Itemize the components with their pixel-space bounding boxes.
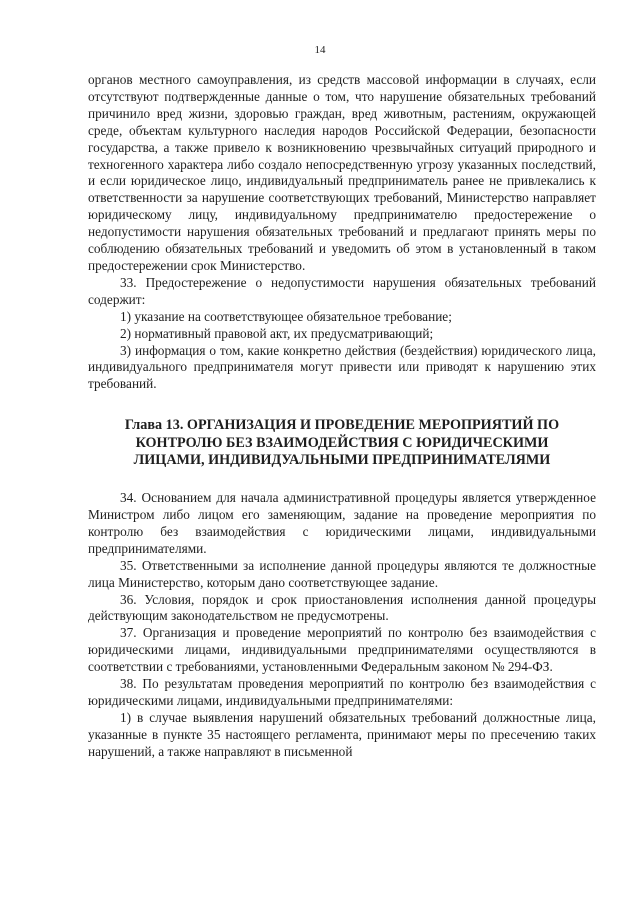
paragraph-35: 35. Ответственными за исполнение данной процедуры являются те должностные лица Министерство, которым дано соответствующее задание. (88, 557, 596, 590)
list-item-33-3: 3) информация о том, какие конкретно действия (бездействия) юридического лица, индивидуального предпринимателя могут привести или приводят к нарушению этих требований. (88, 342, 596, 392)
chapter-heading: Глава 13. ОРГАНИЗАЦИЯ И ПРОВЕДЕНИЕ МЕРОПРИЯТИЙ ПО КОНТРОЛЮ БЕЗ ВЗАИМОДЕЙСТВИЯ С ЮРИДИЧЕСКИМИ ЛИЦАМИ, ИНДИВИДУАЛЬНЫМИ ПРЕДПРИНИМАТЕЛЯМИ (124, 417, 560, 468)
page-content (88, 72, 596, 761)
paragraph-36: 36. Условия, порядок и срок приостановления исполнения данной процедуры действующим законодательством не предусмотрены. (88, 591, 596, 624)
page-number: 14 (314, 44, 326, 56)
paragraph-37: 37. Организация и проведение мероприятий по контролю без взаимодействия с юридическими лицами, индивидуальными предпринимателями осуществляются в соответствии с требованиями, установленными Федеральным законом № 294-ФЗ. (88, 625, 596, 675)
paragraph-continuation: органов местного самоуправления, из средств массовой информации в случаях, если отсутствуют подтвержденные данные о том, что нарушение обязательных требований причинило вред жизни, здоровью граждан, вред животным, растениям, окружающей среде, объектам культурного наследия народов Российской Федерации, безопасности государства, а также привело к возникновению чрезвычайных ситуаций природного и техногенного характера либо создало непосредственную угрозу указанных последствий, и если юридическое лицо, индивидуальный предприниматель ранее не привлекались к ответственности за нарушение соответствующих требований, Министерство направляет юридическому лицу, индивидуальному предпринимателю предостережение о недопустимости нарушения обязательных требований и предлагают принять меры по соблюдению обязательных требований и уведомить об этом в установленный в таком предостережении срок Министерство. (88, 72, 596, 273)
list-item-33-2: 2) нормативный правовой акт, их предусматривающий; (120, 325, 434, 341)
list-item-38-1: 1) в случае выявления нарушений обязательных требований должностные лица, указанные в пункте 35 настоящего регламента, принимают меры по пресечению таких нарушений, а также направляют в письменной (88, 709, 596, 759)
paragraph-38: 38. По результатам проведения мероприятий по контролю без взаимодействия с юридическими лицами, индивидуальными предпринимателями: (88, 676, 596, 708)
list-item-33-1: 1) указание на соответствующее обязательное требование; (120, 308, 452, 324)
paragraph-33: 33. Предостережение о недопустимости нарушения обязательных требований содержит: (88, 274, 596, 307)
paragraph-34: 34. Основанием для начала административной процедуры является утвержденное Министром либо лицом его заменяющим, задание на проведение мероприятия по контролю без взаимодействия с юридическими лицами, индивидуальными предпринимателями. (88, 490, 596, 556)
